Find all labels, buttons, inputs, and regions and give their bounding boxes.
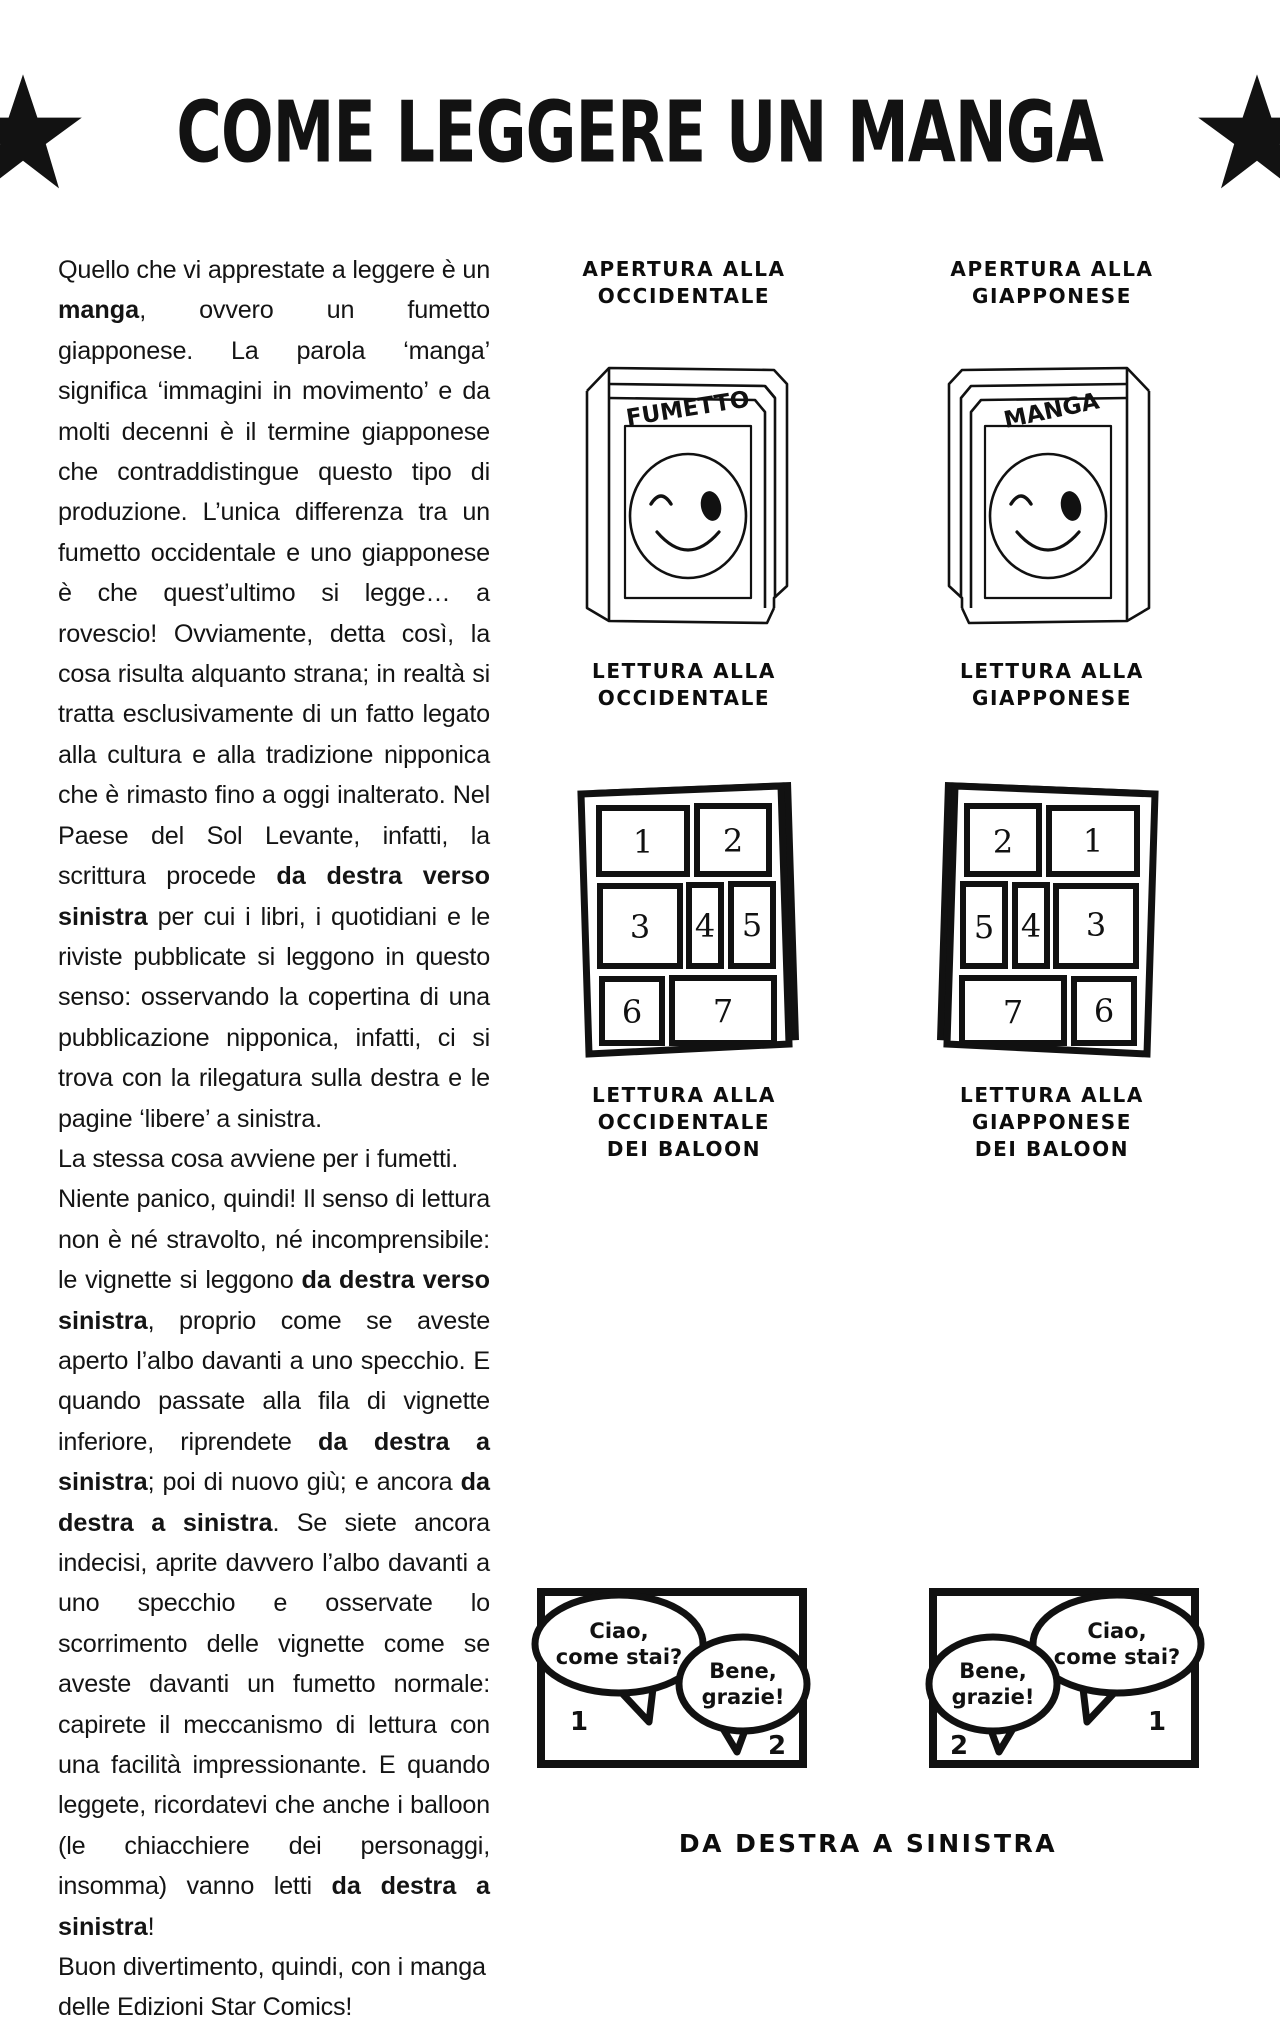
panel-number: 2 [722,822,744,860]
panel-number: 1 [1082,822,1104,860]
balloon-text-line: Ciao, [589,1619,649,1643]
star-icon [1197,72,1280,192]
panel-number: 1 [632,823,654,861]
body-text: Buon divertimento, quindi, con i manga delle Edizioni Star Comics! [58,1953,486,2022]
article-paragraph [58,250,490,1139]
balloon-text-line: Bene, [959,1659,1027,1683]
book-illustrations [500,336,1236,636]
book-cover-label: MANGA [1001,388,1102,434]
panel-western-cell [500,772,868,1062]
page-header [0,62,1280,202]
balloon-text-line: come stai? [555,1645,683,1669]
figure-panel-order [500,772,1236,1163]
article-body [58,250,490,2028]
body-text: ; poi di nuovo giù; e ancora [147,1468,461,1497]
balloon-illustrations [500,1572,1236,1787]
body-text: Niente panico, quindi! Il senso di lettura non è né stravolto, né incomprensibile: le vignette si leggono [58,1185,490,1295]
balloon-order-number: 2 [949,1731,969,1761]
panel-grid-japanese [927,772,1177,1062]
emphasis-text: da destra a sinistra [58,1468,490,1537]
book-headers [500,256,1236,310]
panel-number: 6 [621,993,643,1031]
balloon-order-number: 1 [569,1707,589,1737]
book-cover-label: FUMETTO [624,386,752,432]
balloon-text-line: Ciao, [1087,1619,1147,1643]
body-text: . Se siete ancora indecisi, aprite davvero l’albo davanti a uno specchio e osservate lo scorrimento delle vignette come se aveste davanti un fumetto normale: capirete il meccanismo di lettura con una facilità impressionante. E quando leggete, ricordatevi che anche i balloon (le chiacchiere dei personaggi, insomma) vanno letti [58,1508,490,1901]
balloon-order-number: 2 [767,1731,787,1761]
balloon-text-line: grazie! [951,1685,1035,1709]
panel-number: 7 [1002,993,1024,1031]
caption-baloon-giapponese: LETTURA ALLA GIAPPONESE DEI BALOON [960,1083,1144,1161]
header-apertura-occidentale: APERTURA ALLA OCCIDENTALE [582,257,786,308]
book-captions [500,658,1236,712]
article-paragraph [58,1947,490,2028]
emphasis-text: da destra a sinistra [58,1427,491,1497]
panel-number: 6 [1093,992,1115,1030]
body-text: per cui i libri, i quotidiani e le riviste pubblicate si leggono in questo senso: osservando la copertina di una pubblicazione nipponica, infatti, ci si trova con la rilegatura sulla destra e le pagine ‘libere’ a sinistra. [58,902,490,1133]
balloon-panel-japanese [887,1572,1217,1787]
balloon-panel-western [519,1572,849,1787]
body-text: La stessa cosa avviene per i fumetti. [58,1144,459,1173]
page-title: COME LEGGERE UN MANGA [176,82,1104,182]
body-text: , proprio come se aveste aperto l’albo davanti a uno specchio. E quando passate alla fila di vignette inferiore, riprendete [58,1306,490,1456]
panel-number: 3 [1085,906,1107,944]
caption-lettura-giapponese: LETTURA ALLA GIAPPONESE [960,659,1144,710]
emphasis-text: da destra verso sinistra [58,1266,490,1335]
emphasis-text: manga [58,296,140,325]
panel-grid-western [559,772,809,1062]
balloon-text-line: Bene, [709,1659,777,1683]
emphasis-text: da destra a sinistra [58,1872,490,1941]
panel-number: 7 [712,992,734,1030]
balloon-western-cell [500,1572,868,1787]
book-western-cell [500,336,868,636]
article-paragraph [58,1139,490,1179]
panel-number: 5 [741,906,763,944]
balloon-text-line: grazie! [701,1685,785,1709]
panel-captions [500,1082,1236,1163]
caption-da-destra-a-sinistra: DA DESTRA A SINISTRA [678,1829,1058,1858]
book-japanese-illustration [937,336,1167,636]
panel-japanese-cell [868,772,1236,1062]
panel-number: 2 [992,823,1014,861]
body-text: Quello che vi apprestate a leggere è un [58,256,490,284]
panel-number: 5 [973,908,995,946]
balloon-japanese-cell [868,1572,1236,1787]
panel-illustrations [500,772,1236,1062]
balloon-text-line: come stai? [1053,1645,1181,1669]
panel-number: 4 [1020,907,1042,945]
figure-book-opening [500,256,1236,712]
caption-lettura-occidentale: LETTURA ALLA OCCIDENTALE [592,659,776,710]
book-japanese-cell [868,336,1236,636]
star-icon [0,72,83,192]
emphasis-text: da destra verso sinistra [58,862,490,931]
figure-balloon-order [500,1572,1236,1858]
header-apertura-giapponese: APERTURA ALLA GIAPPONESE [950,257,1154,308]
balloon-order-number: 1 [1147,1707,1167,1737]
book-western-illustration [569,336,799,636]
body-text: ! [147,1912,155,1941]
panel-number: 3 [629,908,651,946]
caption-baloon-occidentale: LETTURA ALLA OCCIDENTALE DEI BALOON [592,1083,776,1161]
body-text: , ovvero un fumetto giapponese. La parola ‘manga’ significa ‘immagini in movimento’ e da molti decenni è il termine giapponese che contraddistingue questo tipo di produzione. L’unica differenza tra un fumetto occidentale e uno giapponese è che quest’ultimo si legge… a rovescio! Ovviamente, detta così, la cosa risulta alquanto strana; in realtà si tratta esclusivamente di un fatto legato alla cultura e alla tradizione nipponica che è rimasto fino a oggi inalterato. Nel Paese del Sol Levante, infatti, la scrittura procede [58,296,490,891]
article-paragraph [58,1179,490,1947]
panel-number: 4 [694,907,716,945]
